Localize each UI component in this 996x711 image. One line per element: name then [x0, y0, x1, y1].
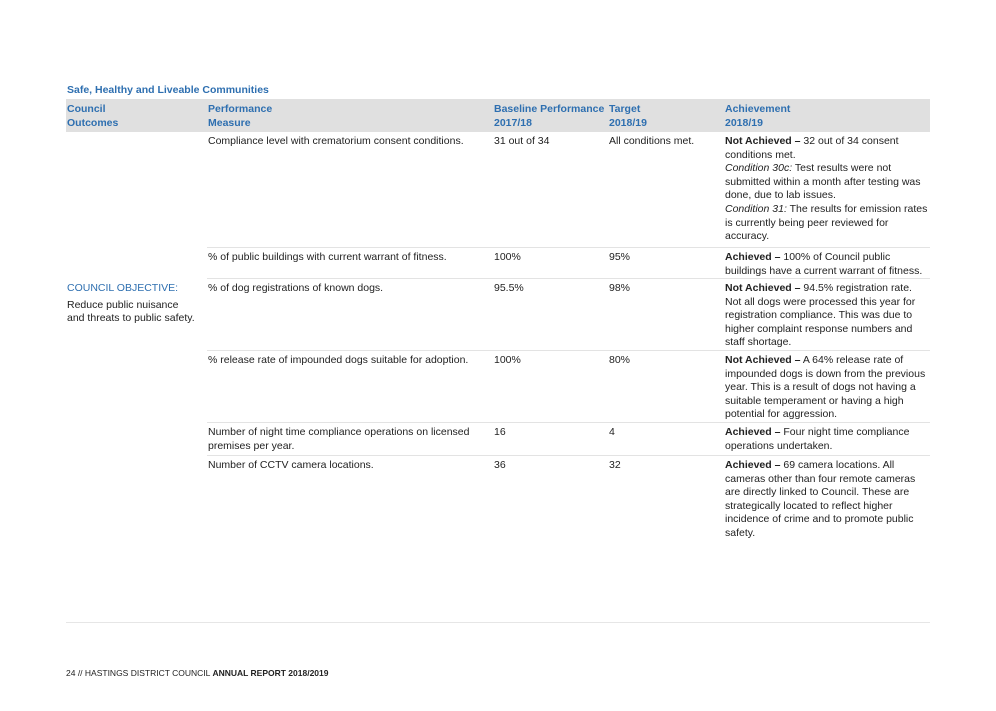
header-line: 2018/19 — [609, 117, 647, 129]
target-cell: All conditions met. — [609, 135, 695, 147]
condition-text: The results for emission rates is currently being peer reviewed for accuracy. — [725, 202, 928, 243]
achievement-detail: 32 out of 34 consent conditions met. — [725, 135, 899, 161]
header-line: Achievement — [725, 103, 791, 115]
measure-cell: Number of night time compliance operations on licensed premises per year. — [208, 426, 470, 452]
status-label: Achieved – — [725, 426, 781, 438]
measure-cell: Compliance level with crematorium consent conditions. — [208, 135, 464, 147]
achievement-cell — [725, 282, 930, 350]
achievement-cell — [725, 354, 930, 422]
row-divider — [207, 422, 930, 423]
status-label: Not Achieved – — [725, 354, 801, 366]
council-objective-cell — [67, 282, 197, 326]
header-line: Measure — [208, 117, 251, 129]
footer-prefix: 24 // HASTINGS DISTRICT COUNCIL — [66, 668, 211, 678]
header-line: Baseline Performance — [494, 103, 605, 115]
status-label: Not Achieved – — [725, 282, 801, 294]
target-cell: 80% — [609, 354, 631, 366]
target-cell: 32 — [609, 459, 621, 471]
header-line: 2018/19 — [725, 117, 763, 129]
row-divider — [207, 247, 930, 248]
measure-cell: % of dog registrations of known dogs. — [208, 282, 384, 294]
header-line: Council — [67, 103, 106, 115]
status-label: Achieved – — [725, 459, 781, 471]
header-performance-measure — [208, 102, 272, 130]
achievement-detail: 100% of Council public buildings have a current warrant of fitness. — [725, 251, 923, 277]
header-baseline — [494, 102, 604, 130]
status-label: Achieved – — [725, 251, 781, 263]
page-divider — [66, 622, 930, 623]
measure-cell: Number of CCTV camera locations. — [208, 459, 374, 471]
row-divider — [207, 278, 930, 279]
achievement-detail: A 64% release rate of impounded dogs is down from the previous year. This is a result of dogs not having a suitable temperament or having a high potential for aggression. — [725, 354, 926, 421]
section-title: Safe, Healthy and Liveable Communities — [67, 84, 269, 96]
council-objective-text: Reduce public nuisance and threats to public safety. — [67, 298, 195, 325]
achievement-cell — [725, 251, 930, 278]
page-footer — [66, 668, 329, 678]
baseline-cell: 31 out of 34 — [494, 135, 550, 147]
achievement-detail: 69 camera locations. All cameras other than four remote cameras are directly linked to Council. These are strategically located to reflect higher incidence of crime and to promote public safety. — [725, 459, 916, 539]
achievement-cell — [725, 459, 930, 541]
target-cell: 95% — [609, 251, 631, 263]
condition-label: Condition 30c: — [725, 162, 793, 175]
measure-cell: % release rate of impounded dogs suitable for adoption. — [208, 354, 469, 366]
target-cell: 98% — [609, 282, 631, 294]
measure-cell: % of public buildings with current warrant of fitness. — [208, 251, 447, 263]
council-objective-label: COUNCIL OBJECTIVE: — [67, 282, 179, 294]
header-line: Target — [609, 103, 641, 115]
header-council-outcomes — [67, 102, 118, 130]
achievement-detail: 94.5% registration rate. Not all dogs were processed this year for registration compliance. This was due to higher complaint response numbers and staff shortage. — [725, 282, 916, 349]
condition-text: Test results were not submitted within a month after testing was done, due to lab issues. — [725, 162, 921, 202]
baseline-cell: 100% — [494, 354, 521, 366]
baseline-cell: 16 — [494, 426, 506, 438]
row-divider — [207, 455, 930, 456]
header-achievement — [725, 102, 790, 130]
target-cell: 4 — [609, 426, 615, 438]
baseline-cell: 36 — [494, 459, 506, 471]
achievement-cell — [725, 426, 930, 453]
table-header — [66, 99, 930, 132]
baseline-cell: 100% — [494, 251, 521, 263]
footer-title: ANNUAL REPORT 2018/2019 — [212, 668, 329, 678]
header-line: Performance — [208, 103, 273, 115]
header-target — [609, 102, 647, 130]
achievement-cell — [725, 135, 930, 244]
baseline-cell: 95.5% — [494, 282, 524, 294]
header-line: 2017/18 — [494, 117, 532, 129]
status-label: Not Achieved – — [725, 135, 801, 147]
achievement-detail: Four night time compliance operations undertaken. — [725, 426, 910, 452]
row-divider — [207, 350, 930, 351]
condition-label: Condition 31: — [725, 202, 787, 215]
header-line: Outcomes — [67, 117, 119, 129]
